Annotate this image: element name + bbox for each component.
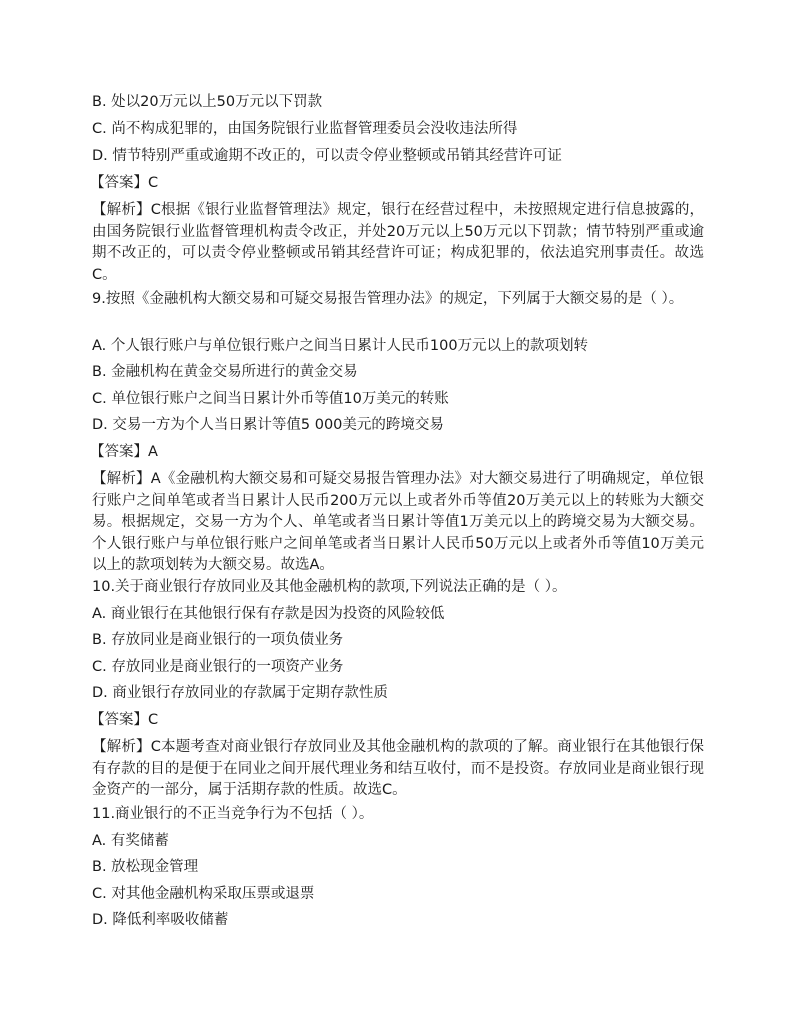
explanation-paragraph: 【解析】C本题考查对商业银行存放同业及其他金融机构的款项的了解。商业银行在其他银行保有存款的目的是便于在同业之间开展代理业务和结互收付，而不是投资。存放同业是商业银行现金资产的一部分，属于活期存款的性质。故选C。 bbox=[92, 739, 704, 798]
option-d: D. 商业银行存放同业的存款属于定期存款性质 bbox=[92, 685, 388, 701]
option-d: D. 情节特别严重或逾期不改正的，可以责令停业整顿或吊销其经营许可证 bbox=[92, 148, 562, 164]
option-a: A. 有奖储蓄 bbox=[92, 833, 169, 849]
answer-label: 【答案】C bbox=[90, 712, 159, 728]
explanation-paragraph: 【解析】A《金融机构大额交易和可疑交易报告管理办法》对大额交易进行了明确规定，单位银行账户之间单笔或者当日累计人民币200万元以上或者外币等值20万美元以上的转账为大额交易。根据规定，交易一方为个人、单笔或者当日累计等值1万美元以上的跨境交易为大额交易。个人银行账户与单位银行账户之间单笔或者当日累计人民币50万元以上或者外币等值10万美元以上的款项划转为大额交易。故选A。 bbox=[92, 471, 704, 573]
question-11: 11.商业银行的不正当竞争行为不包括（ ）。 bbox=[92, 806, 374, 822]
option-c: C. 存放同业是商业银行的一项资产业务 bbox=[92, 659, 344, 675]
option-a: A. 个人银行账户与单位银行账户之间当日累计人民币100万元以上的款项划转 bbox=[92, 338, 589, 354]
explanation-paragraph: 【解析】C根据《银行业监督管理法》规定，银行在经营过程中，未按照规定进行信息披露的，由国务院银行业监督管理机构责令改正，并处20万元以上50万元以下罚款；情节特别严重或逾期不改正的，可以责令停业整顿或吊销其经营许可证；构成犯罪的，依法追究刑事责任。故选C。 bbox=[92, 202, 704, 283]
option-b: B. 存放同业是商业银行的一项负债业务 bbox=[92, 632, 344, 648]
option-c: C. 对其他金融机构采取压票或退票 bbox=[92, 886, 315, 902]
option-b: B. 处以20万元以上50万元以下罚款 bbox=[92, 94, 323, 110]
option-b: B. 放松现金管理 bbox=[92, 859, 199, 875]
option-b: B. 金融机构在黄金交易所进行的黄金交易 bbox=[92, 364, 358, 380]
question-10: 10.关于商业银行存放同业及其他金融机构的款项,下列说法正确的是（ ）。 bbox=[92, 579, 567, 595]
option-d: D. 交易一方为个人当日累计等值5 000美元的跨境交易 bbox=[92, 417, 444, 433]
answer-label: 【答案】A bbox=[90, 444, 158, 460]
option-c: C. 尚不构成犯罪的，由国务院银行业监督管理委员会没收违法所得 bbox=[92, 121, 518, 137]
question-9: 9.按照《金融机构大额交易和可疑交易报告管理办法》的规定，下列属于大额交易的是（ ）。 bbox=[92, 291, 684, 307]
answer-label: 【答案】C bbox=[90, 175, 159, 191]
option-a: A. 商业银行在其他银行保有存款是因为投资的风险较低 bbox=[92, 606, 445, 622]
option-c: C. 单位银行账户之间当日累计外币等值10万美元的转账 bbox=[92, 391, 449, 407]
option-d: D. 降低利率吸收储蓄 bbox=[92, 912, 229, 928]
